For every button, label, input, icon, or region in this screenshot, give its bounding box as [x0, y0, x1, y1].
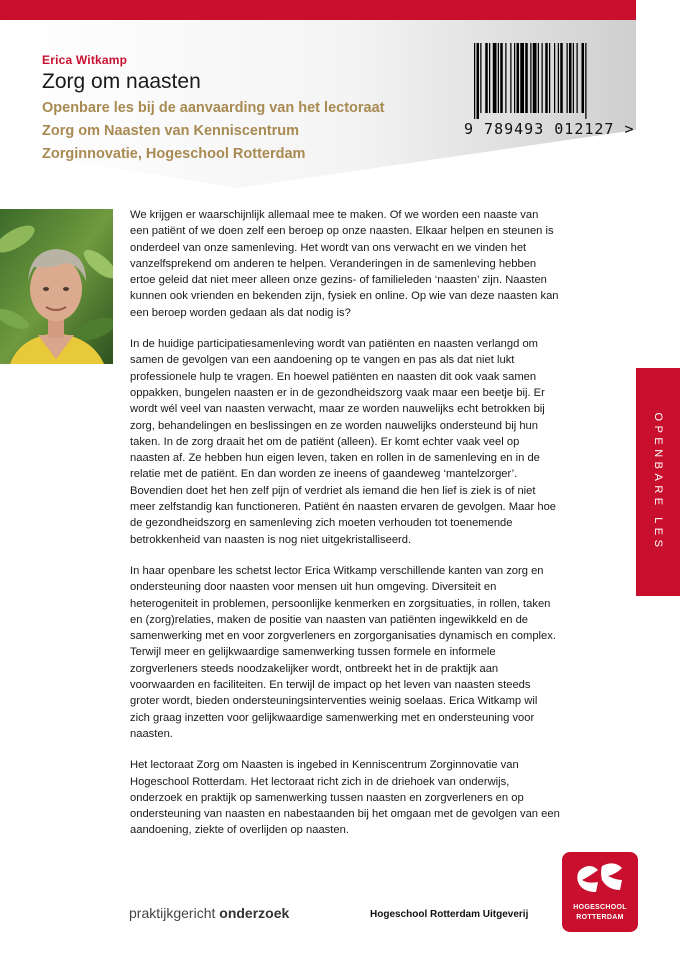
paragraph-lectorate: Het lectoraat Zorg om Naasten is ingebed in Kenniscentrum Zorginnovatie van Hogeschool Rotterdam. Het lectoraat richt zich in de driehoek van onderwijs, onderzoek en praktijk op samenwerking tussen naasten en zorgverleners en op ondersteuning van naasten en nabestaanden bij het omgaan met de gevolgen van een aandoening, ziekte of overlijden op naasten. [130, 759, 560, 837]
paragraph-lecture: In haar openbare les schetst lector Erica Witkamp verschillende kanten van zorg en ondersteuning door naasten voor mensen uit hun omgeving. Diversiteit en heterogeniteit in problemen, persoonlijke kenmerken en zorgsituaties, in rollen, taken en (zorg)relaties, maken de positie van naasten van patiënten ingewikkeld en de samenwerking met en voor zorgverleners en zorgorganisaties dynamisch en complex. Terwijl meer en gelijkwaardige samenwerking tussen formele en informele zorgverleners steeds noodzakelijker wordt, ontbreekt het in de praktijk aan voorwaarden en faciliteiten. En terwijl de impact op het leven van naasten steeds groter wordt, bieden ondersteuningsinterventies weinig soelaas. Erica Witkamp wil zich graag inzetten voor gelijkwaardige samenwerking met en ondersteuning voor naasten. [130, 564, 556, 740]
paragraph-participation: In de huidige participatiesamenleving wordt van patiënten en naasten verlangd om samen de gevolgen van een aandoening op te vangen en pas als dat niet lukt professionele hulp te vragen. En hoewel patiënten en naasten dit ook vaak samen oppakken, bungelen naasten er in de gezondheidszorg vaak maar een beetje bij. Er wordt wél veel van naasten verwacht, maar ze worden nauwelijks echt betrokken bij zorg, behandelingen en beslissingen en ze worden nauwelijks ondersteund bij hun taken. In de zorg draait het om de patiënt (alleen). Er komt echter vaak veel op naasten af. Ze hebben hun eigen leven, taken en rollen in de samenleving en in de relatie met de patiënt. En dan worden ze ineens of gaandeweg ‘mantelzorger’. Bovendien doet het hen zelf pijn of verdriet als iemand die hen lief is ziek is of niet meer zelfstandig kan functioneren. Patiënt én naasten ervaren de gevolgen. Maar hoe de gezondheidszorg en samenleving zich moeten verhouden tot toenemende betrokkenheid van naasten is nog niet uitgekristalliseerd. [130, 338, 557, 546]
hr-logo-icon [576, 860, 624, 896]
tagline-bold: onderzoek [219, 905, 290, 921]
author-name: Erica Witkamp [42, 53, 128, 67]
hogeschool-rotterdam-logo [562, 852, 638, 932]
publisher-name: Hogeschool Rotterdam Uitgeverij [370, 909, 529, 920]
top-red-bar [0, 0, 636, 20]
tagline-light: praktijkgericht [129, 905, 220, 921]
paragraph-intro: We krijgen er waarschijnlijk allemaal mee te maken. Of we worden een naaste van een patiënt of we doen zelf een beroep op onze naasten. Elkaar helpen en steunen is onderdeel van onze samenleving. Het wordt van ons verwacht en we vinden het vanzelfsprekend om anderen te helpen. Veranderingen in de samenleving hebben ertoe geleid dat niet meer alleen onze gezins- of familieleden ‘naasten’ zijn. Naasten kunnen ook vrienden en bekenden zijn, fysiek en online. Op wie van deze naasten kan een beroep worden gedaan als dat nodig is? [130, 209, 559, 319]
book-subtitle: Openbare les bij de aanvaarding van het lectoraat Zorg om Naasten van Kenniscentrum Zorginnovatie, Hogeschool Rotterdam [42, 100, 385, 162]
footer-tagline [129, 905, 289, 921]
author-photo [0, 209, 113, 364]
back-cover-text [130, 207, 560, 854]
logo-line-2: ROTTERDAM [576, 914, 624, 921]
logo-line-1: HOGESCHOOL [573, 904, 627, 911]
book-title: Zorg om naasten [42, 70, 201, 93]
side-tab [636, 368, 680, 596]
side-tab-label: OPENBARE LES [652, 412, 664, 552]
isbn-number: 9 789493 012127 > [464, 120, 635, 138]
